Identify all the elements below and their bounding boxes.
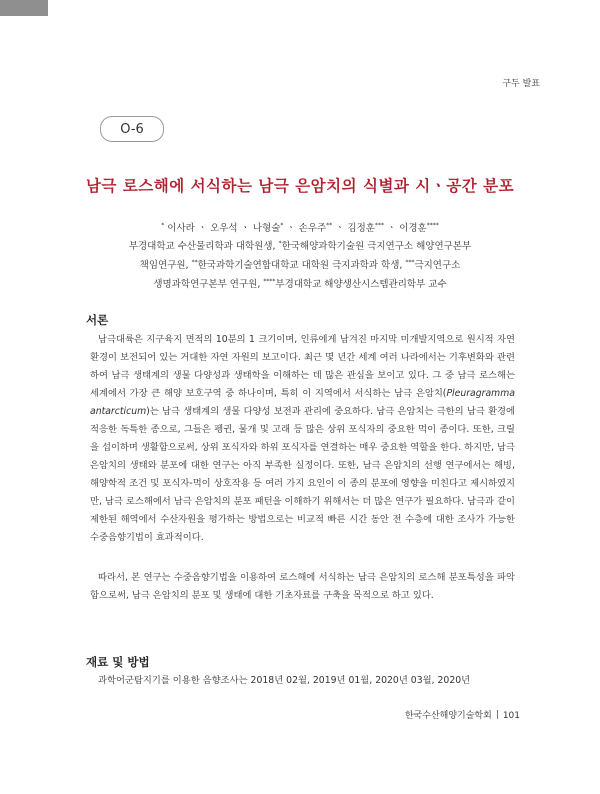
affiliation-mark: **: [191, 259, 198, 266]
author-name: 이사라: [167, 223, 195, 234]
session-code-badge: [100, 116, 164, 142]
methods-paragraph: 과학어군탐지기를 이용한 음향조사는 2018년 02월, 2019년 01월, 2020년 03월, 2020년: [98, 675, 471, 686]
session-code: O-6: [120, 121, 144, 137]
section-label: 구두 발표: [502, 79, 540, 89]
affiliation-block: [0, 236, 600, 293]
affiliation-text: 부경대학교 해양생산시스템관리학부 교수: [275, 279, 447, 290]
affiliation-mark: ****: [263, 278, 276, 285]
page-tab-marker: [0, 0, 48, 16]
affiliation-line: [0, 236, 600, 255]
affiliation-text: 부경대학교 수산물리학과 대학원생,: [128, 241, 279, 252]
author-separator: ㆍ: [386, 223, 397, 234]
author-separator: ㆍ: [286, 223, 296, 234]
affiliation-text: 책임연구원,: [139, 260, 192, 271]
author-list: [0, 220, 600, 234]
affiliation-text: 생명과학연구본부 연구원,: [153, 279, 264, 290]
paper-title: 남극 로스해에 서식하는 남극 은암치의 식별과 시ㆍ공간 분포: [85, 176, 515, 195]
society-name: 한국수산해양기술학회: [404, 711, 492, 721]
author-separator: ㆍ: [240, 223, 250, 234]
affiliation-mark: ***: [405, 259, 415, 266]
author-name: 이경훈: [399, 223, 427, 234]
author-mark: *: [161, 222, 165, 229]
author-mark: ***: [374, 222, 384, 229]
author-mark: *: [280, 222, 284, 229]
species-name: Pleuragramma antarcticum: [90, 388, 515, 417]
author-name: 오우석: [210, 223, 238, 234]
author-name: 손우주: [298, 223, 327, 234]
page-footer: [405, 708, 520, 721]
page-number: 101: [502, 711, 520, 721]
introduction-paragraph: 따라서, 본 연구는 수중음향기법을 이용하여 로스해에 서식하는 남극 은암치의 로스해 분포특성을 파악함으로써, 남극 은암치의 분포 및 생태에 대한 기초자료를 구축을 목적으로 하고 있다.: [90, 572, 515, 601]
affiliation-line: [0, 255, 600, 274]
author-mark: **: [326, 222, 333, 229]
affiliation-text: 한국해양과학기술원 극지연구소 해양연구본부: [281, 241, 472, 252]
footer-divider: [497, 710, 498, 719]
author-mark: ****: [426, 222, 439, 229]
section-heading-introduction: 서론: [86, 313, 109, 327]
author-name: 나형술: [252, 223, 281, 234]
introduction-paragraph: [90, 331, 515, 569]
author-name: 김정훈: [347, 223, 375, 234]
affiliation-text: 극지연구소: [414, 260, 461, 271]
affiliation-text: 한국과학기술연합대학교 대학원 극지과학과 학생,: [197, 260, 406, 271]
affiliation-line: [0, 274, 600, 293]
affiliation-mark: *: [278, 240, 282, 247]
paragraph-text: )는 남극 생태계의 생물 다양성 보전과 관리에 중요하다. 남극 은암치는 극한의 남극 환경에 적응한 독특한 종으로, 그들은 펭귄, 물개 및 고래 등 많은 상위 포식자의 중요한 먹이 종이다. 또한, 크릴을 섭이하며 생활함으로써, 상위 포식자와 하위 포식자를 연결하는 매우 중요한 역할을 한다. 하지만, 남극 은암치의 생태와 분포에 대한 연구는 아직 부족한 실정이다. 또한, 남극 은암치의 선행 연구에서는 해빙, 해양학적 조건 및 포식자-먹이 상호작용 등 여러 가지 요인이 이 종의 분포에 영향을 미친다고 제시하였지만, 남극 로스해에서 남극 은암치의 분포 패턴을 이해하기 위해서는 더 많은 연구가 필요하다. 남극과 같이 제한된 해역에서 수산자원을 평가하는 방법으로는 비교적 빠른 시간 동안 전 수층에 대한 조사가 가능한 수중음향기법이 효과적이다.: [90, 406, 515, 543]
author-separator: ㆍ: [197, 223, 208, 234]
paragraph-text: 남극대륙은 지구육지 면적의 10분의 1 크기이며, 인류에게 남겨진 마지막 미개발지역으로 원시적 자연환경이 보전되어 있는 거대한 자연 자원의 보고이다. 최근 몇 년간 세계 여러 나라에서는 기후변화와 관련하여 남극 생태계의 생물 다양성과 생태학을 이해하는 데 많은 관심을 보이고 있다. 그 중 남극 로스해는 세계에서 가장 큰 해양 보호구역 중 하나이며, 특히 이 지역에서 서식하는 남극 은암치(: [90, 334, 515, 399]
author-separator: ㆍ: [335, 223, 345, 234]
section-heading-methods: 재료 및 방법: [86, 655, 150, 669]
